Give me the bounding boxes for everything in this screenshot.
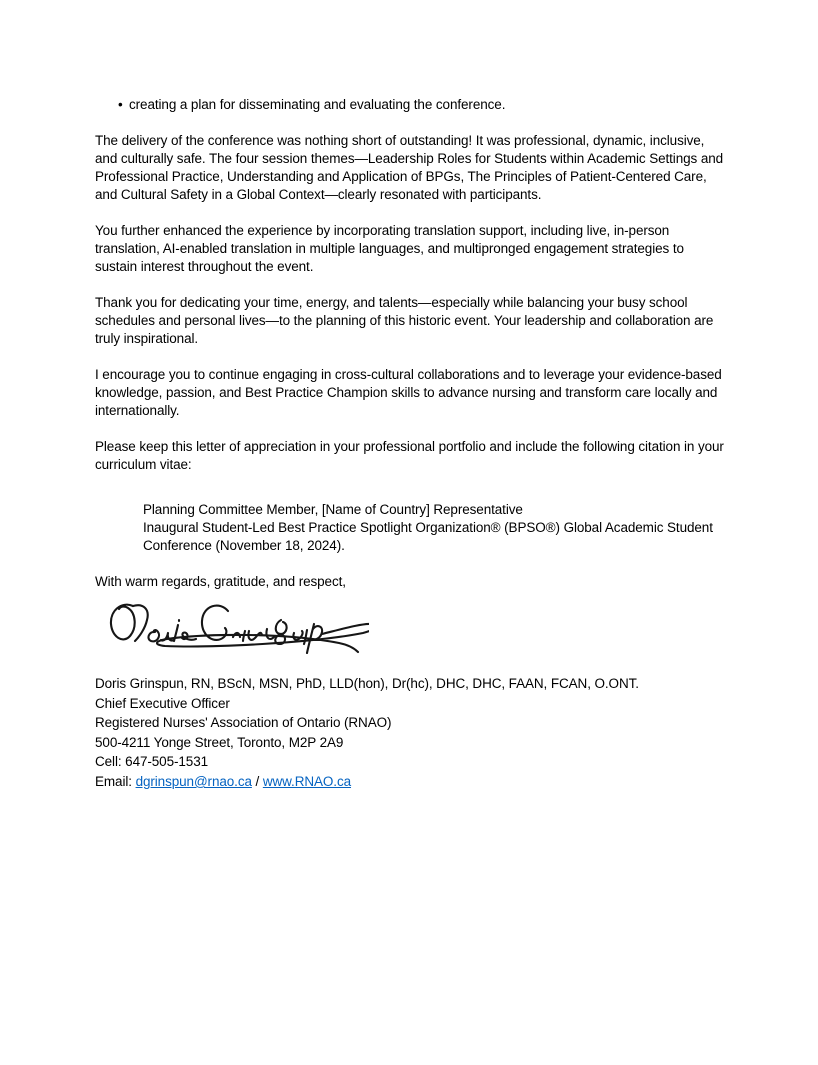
signoff-organization: Registered Nurses' Association of Ontario (RNAO) [95,715,392,731]
signoff-cell: Cell: 647-505-1531 [95,754,209,770]
bullet-item-text: creating a plan for disseminating and evaluating the conference. [129,97,506,112]
letter-content [95,96,728,792]
paragraph-thanks: Thank you for dedicating your time, energy, and talents—especially while balancing your busy school schedules and personal lives—to the planning of this historic event. Your leadership and collaboration are truly inspirational. [95,295,714,346]
signature-block [95,674,728,792]
paragraph-encourage: I encourage you to continue engaging in cross-cultural collaborations and to leverage your evidence-based knowledge, passion, and Best Practice Champion skills to advance nursing and transform care locally and internationally. [95,367,722,418]
citation-line-1: Planning Committee Member, [Name of Country] Representative [143,502,523,517]
signoff-address: 500-4211 Yonge Street, Toronto, M2P 2A9 [95,734,344,750]
signoff-title: Chief Executive Officer [95,695,230,711]
signature-image [97,596,369,654]
signature-svg [97,596,369,654]
email-label: Email: [95,773,136,789]
paragraph-portfolio: Please keep this letter of appreciation in your professional portfolio and include the following citation in your curriculum vitae: [95,439,724,472]
bullet-list-item [95,96,728,114]
email-link[interactable]: dgrinspun@rnao.ca [135,773,252,789]
bullet-icon: • [118,97,123,112]
link-separator: / [251,773,263,789]
paragraph-delivery: The delivery of the conference was nothing short of outstanding! It was professional, dynamic, inclusive, and culturally safe. The four session themes—Leadership Roles for Students within Academic Settings and Professional Practice, Understanding and Application of BPGs, The Principles of Patient-Centered Care, and Cultural Safety in a Global Context—clearly resonated with participants. [95,133,724,202]
closing-salutation: With warm regards, gratitude, and respect, [95,574,346,589]
website-link[interactable]: www.RNAO.ca [262,773,352,789]
paragraph-translation: You further enhanced the experience by incorporating translation support, including live, in-person translation, AI-enabled translation in multiple languages, and multipronged engagement strategies to sustain interest throughout the event. [95,223,684,274]
signoff-name-credentials: Doris Grinspun, RN, BScN, MSN, PhD, LLD(hon), Dr(hc), DHC, DHC, FAAN, FCAN, O.ONT. [95,676,639,691]
citation-block [143,501,728,555]
citation-line-2: Inaugural Student-Led Best Practice Spotlight Organization® (BPSO®) Global Academic Student Conference (November 18, 2024). [143,520,713,553]
signoff-email-line [95,772,728,792]
